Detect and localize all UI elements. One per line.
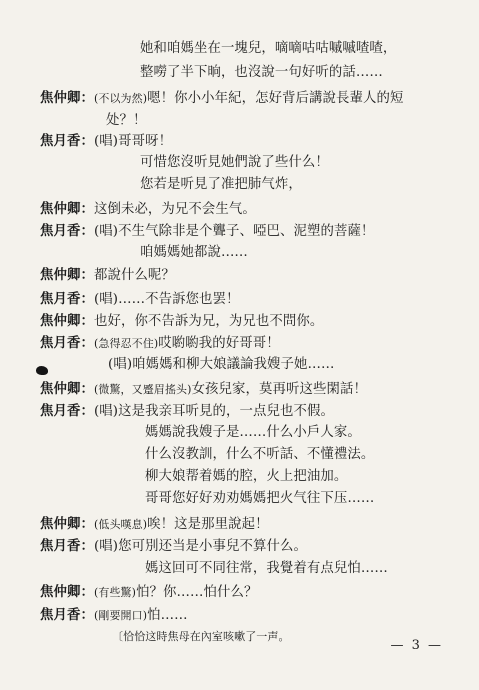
line-text: (唱)这是我亲耳听見的，一点兒也不假。 [93, 404, 334, 419]
speaker-name: 焦月香： [40, 335, 94, 351]
speaker-name: 焦仲卿： [40, 381, 94, 397]
line-text: 咱媽媽她都說…… [140, 245, 248, 260]
line-text: 唉！这是那里說起！ [147, 517, 269, 532]
speaker-name: 焦月香： [40, 403, 94, 419]
line-text: 怕…… [147, 608, 188, 623]
line-text: 嗯！你小小年紀，怎好背后講說長輩人的短 [147, 91, 404, 106]
dialogue-line [40, 402, 334, 421]
line-text: 哎喲喲我的好哥哥！ [158, 336, 280, 351]
line-text: (唱)哥哥呀！ [93, 134, 173, 149]
continuation-line [140, 244, 248, 262]
stage-direction: (急得忍不住) [93, 337, 159, 350]
dialogue-line [40, 266, 175, 285]
line-text: 女孩兒家，莫再听这些閑話！ [191, 382, 367, 397]
dialogue-line [40, 515, 269, 534]
speaker-name: 焦仲卿： [40, 267, 94, 283]
dialogue-line [40, 222, 374, 241]
continuation-line [145, 468, 347, 486]
stage-direction: (微驚，又蹙眉搖头) [93, 383, 192, 396]
dialogue-line [40, 380, 367, 399]
line-text: 什么沒教訓，什么不听話、不懂禮法。 [145, 447, 375, 462]
continuation-line [112, 628, 290, 646]
dialogue-line [40, 583, 257, 602]
line-text: 哥哥您好好劝劝媽媽把火气往下压…… [145, 491, 375, 506]
continuation-line [140, 40, 396, 58]
speaker-name: 焦仲卿： [40, 201, 94, 217]
dialogue-line [40, 290, 240, 309]
continuation-line [140, 154, 329, 172]
line-text: (唱)不生气除非是个聾子、啞巴、泥塑的菩薩！ [93, 224, 375, 239]
stage-direction: (有些驚) [93, 586, 137, 599]
continuation-line [108, 356, 335, 374]
line-text: 怕？你……怕什么？ [136, 585, 258, 600]
line-text: 整嘮了半下晌，也沒說一句好听的話…… [140, 65, 383, 80]
dialogue-line [40, 334, 280, 353]
dialogue-line [40, 537, 307, 556]
line-text: (唱)您可別还当是小事兒不算什么。 [93, 539, 307, 554]
stage-direction: (低头嘆息) [93, 518, 148, 531]
speaker-name: 焦月香： [40, 223, 94, 239]
line-text: 都說什么呢？ [93, 268, 175, 283]
continuation-line [140, 176, 302, 194]
speaker-name: 焦仲卿： [40, 90, 94, 106]
ink-smudge [36, 366, 48, 375]
page-number: — 3 — [390, 638, 443, 653]
continuation-line [106, 112, 146, 130]
speaker-name: 焦仲卿： [40, 516, 94, 532]
line-text: 〔恰恰这時焦母在內室咳嗽了一声。 [112, 630, 290, 643]
continuation-line [145, 424, 361, 442]
speaker-name: 焦月香： [40, 607, 94, 623]
stage-direction: (不以为然) [93, 92, 148, 105]
dialogue-line [40, 89, 403, 108]
line-text: 柳大娘帮着媽的腔，火上把油加。 [145, 469, 348, 484]
line-text: 媽这回可不同往常，我覺着有点兒怕…… [145, 561, 388, 576]
stage-direction: (剛要開口) [93, 609, 148, 622]
dialogue-line [40, 200, 256, 219]
speaker-name: 焦月香： [40, 538, 94, 554]
continuation-line [145, 560, 388, 578]
speaker-name: 焦月香： [40, 133, 94, 149]
line-text: (唱)咱媽媽和柳大娘議論我嫂子她…… [108, 357, 335, 372]
dialogue-line [40, 606, 188, 625]
speaker-name: 焦仲卿： [40, 584, 94, 600]
continuation-line [145, 490, 374, 508]
continuation-line [140, 64, 383, 82]
speaker-name: 焦月香： [40, 291, 94, 307]
dialogue-line [40, 132, 172, 151]
continuation-line [145, 446, 374, 464]
line-text: 也好，你不告訴为兄，为兄也不問你。 [93, 314, 324, 329]
line-text: 这倒未必，为兄不会生气。 [93, 202, 256, 217]
line-text: 您若是听見了准把肺气炸， [140, 177, 302, 192]
dialogue-line [40, 312, 323, 331]
line-text: 可惜您沒听見她們說了些什么！ [140, 155, 329, 170]
line-text: 处？！ [106, 113, 147, 128]
speaker-name: 焦仲卿： [40, 313, 94, 329]
line-text: (唱)……不告訴您也罢！ [93, 292, 240, 307]
line-text: 她和咱媽坐在一塊兒，嘀嘀咕咕嘁嘁喳喳， [140, 41, 397, 56]
line-text: 媽媽說我嫂子是……什么小戶人家。 [145, 425, 361, 440]
